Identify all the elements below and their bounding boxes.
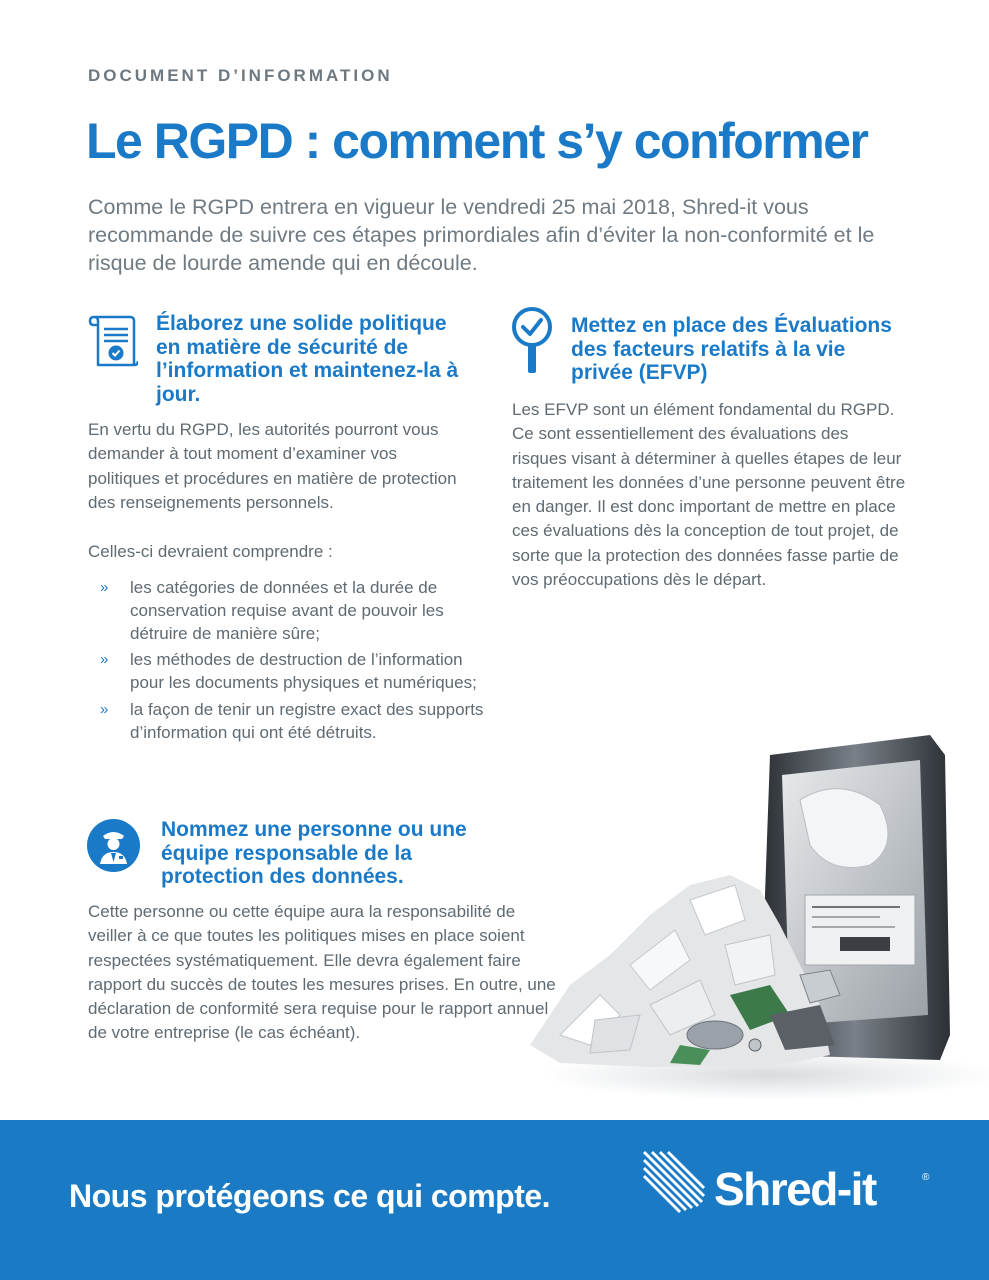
list-item — [100, 577, 500, 645]
section1-heading: Élaborez une solide politique en matière de sécurité de l’information et maintenez-la à jour. — [156, 312, 459, 406]
list-item — [100, 699, 500, 745]
section2-heading: Mettez en place des Évaluations des facteurs relatifs à la vie privée (EFVP) — [571, 314, 892, 384]
page-title: Le RGPD : comment s’y conformer — [86, 113, 868, 169]
document-eyebrow: DOCUMENT D’INFORMATION — [88, 66, 393, 85]
section1-list — [100, 577, 500, 749]
footer-tagline: Nous protégeons ce qui compte. — [69, 1178, 551, 1214]
bullet-marker: » — [100, 700, 109, 718]
officer-icon — [86, 818, 141, 873]
registered-mark: ® — [922, 1172, 930, 1183]
section2-paragraph: Les EFVP sont un élément fondamental du RGPD. Ce sont essentiellement des évaluations des risques visant à déterminer à quelles étapes de leur traitement les données d’une personne peuvent être en danger. Il est donc important de mettre en place ces évaluations dès la conception de tout projet, de sorte que la protection des données fasse partie de vos préoccupations dès le départ. — [512, 400, 906, 590]
bullet-marker: » — [100, 651, 109, 669]
section3-paragraph: Cette personne ou cette équipe aura la responsabilité de veiller à ce que toutes les politiques mises en place soient respectées systématiquement. Elle devra également faire rapport du succès de toutes les mesures prises. En outre, une déclaration de conformité sera requise pour le rapport annuel de votre entreprise (le cas échéant). — [88, 902, 556, 1043]
magnifier-check-icon — [510, 306, 555, 376]
section3-heading: Nommez une personne ou une équipe responsable de la protection des données. — [161, 818, 467, 888]
list-item — [100, 649, 500, 695]
logo-wordmark: Shred-it — [714, 1163, 876, 1215]
shred-lines-icon — [640, 1146, 708, 1216]
intro-paragraph: Comme le RGPD entrera en vigueur le vendredi 25 mai 2018, Shred-it vous recommande de suivre ces étapes primordiales afin d’éviter la non-conformité et le risque de lourde amende qui en découle. — [88, 195, 875, 275]
list-item-text: la façon de tenir un registre exact des supports d’information qui ont été détruits. — [130, 699, 484, 742]
list-item-text: les catégories de données et la durée de conservation requise avant de pouvoir les détruire de manière sûre; — [130, 578, 444, 643]
list-item-text: les méthodes de destruction de l’information pour les documents physiques et numériques; — [130, 650, 477, 693]
document-check-icon — [88, 311, 138, 371]
shredded-hard-drive-image — [500, 715, 989, 1110]
section1-paragraph: En vertu du RGPD, les autorités pourront vous demander à tout moment d’examiner vos politiques et procédures en matière de protection des renseignements personnels. — [88, 420, 457, 512]
shred-it-logo — [640, 1142, 940, 1242]
bullet-marker: » — [100, 579, 109, 596]
footer-banner — [0, 1120, 989, 1280]
section1-list-intro: Celles-ci devraient comprendre : — [88, 542, 333, 561]
